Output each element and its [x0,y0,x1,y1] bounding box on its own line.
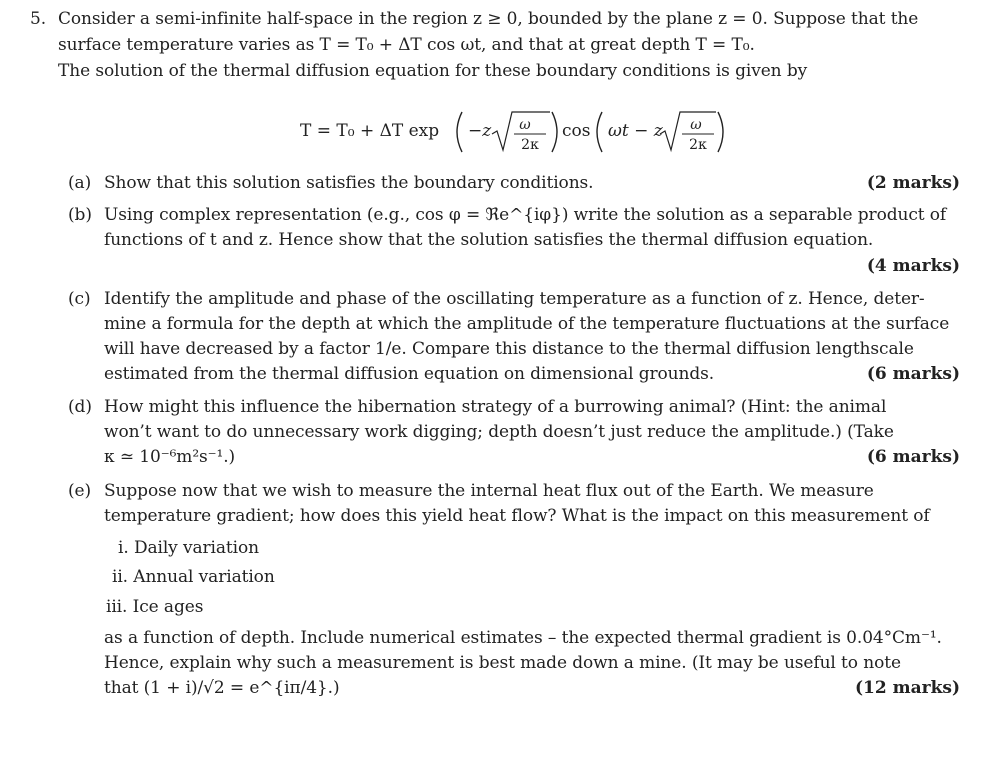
part-c-line-4: estimated from the thermal diffusion equation on dimensional grounds. [104,364,715,384]
part-a-label: (a) [68,173,92,193]
part-b-marks: (4 marks) [866,256,960,276]
equation-lhs: T = T₀ + ΔT exp [300,121,440,141]
part-c-line-2: mine a formula for the depth at which the amplitude of the temperature fluctuations at the surface [104,314,950,334]
intro-line-1: Consider a semi-infinite half-space in the region z ≥ 0, bounded by the plane z = 0. Suppose that the [58,9,919,29]
equation-frac-num-2: ω [690,117,702,133]
part-c-label: (c) [68,289,91,309]
part-c-line-3: will have decreased by a factor 1/e. Compare this distance to the thermal diffusion lengthscale [104,339,914,359]
equation-wt-minus-z: ωt − z [608,121,663,141]
part-b-line-2: functions of t and z. Hence show that the solution satisfies the thermal diffusion equation. [104,230,874,250]
part-e-tail-line-2: Hence, explain why such a measurement is best made down a mine. (It may be useful to note [104,653,901,673]
equation-cos: cos [562,121,591,141]
part-c-line-1: Identify the amplitude and phase of the oscillating temperature as a function of z. Hence, deter- [104,289,925,309]
intro-line-3: The solution of the thermal diffusion equation for these boundary conditions is given by [58,61,808,81]
problem-number: 5. [30,9,47,29]
part-d-label: (d) [68,397,92,417]
part-e-tail-line-1: as a function of depth. Include numerical estimates – the expected thermal gradient is 0.04°Cm⁻¹. [104,628,942,648]
part-e-subitem-1: i. Daily variation [118,538,259,558]
part-e-line-2: temperature gradient; how does this yield heat flow? What is the impact on this measurement of [104,506,930,526]
part-e-subitem-3: iii. Ice ages [106,597,204,617]
part-e-tail-line-3: that (1 + i)/√2 = e^{iπ/4}.) [104,678,340,698]
equation-frac-num-1: ω [519,117,531,133]
part-e-line-1: Suppose now that we wish to measure the internal heat flux out of the Earth. We measure [104,481,874,501]
part-a-line-1: Show that this solution satisfies the boundary conditions. [104,173,594,193]
part-d-line-1: How might this influence the hibernation strategy of a burrowing animal? (Hint: the animal [104,397,887,417]
part-a-marks: (2 marks) [866,173,960,193]
equation-minus-z-1: −z [468,121,492,141]
part-d-line-2: won’t want to do unnecessary work digging; depth doesn’t just reduce the amplitude.) (Take [104,422,894,442]
part-c-marks: (6 marks) [866,364,960,384]
part-b-label: (b) [68,205,92,225]
equation-frac-den-1: 2κ [521,137,539,153]
part-e-subitem-2: ii. Annual variation [112,567,275,587]
part-e-label: (e) [68,481,92,501]
part-b-line-1: Using complex representation (e.g., cos φ = ℜe^{iφ}) write the solution as a separable product of [104,205,947,225]
equation-frac-den-2: 2κ [689,137,707,153]
solution-equation [300,100,740,164]
part-d-marks: (6 marks) [866,447,960,467]
part-e-marks: (12 marks) [855,678,960,698]
part-d-line-3: κ ≃ 10⁻⁶m²s⁻¹.) [104,447,236,467]
intro-line-2: surface temperature varies as T = T₀ + ΔT cos ωt, and that at great depth T = T₀. [58,35,755,55]
